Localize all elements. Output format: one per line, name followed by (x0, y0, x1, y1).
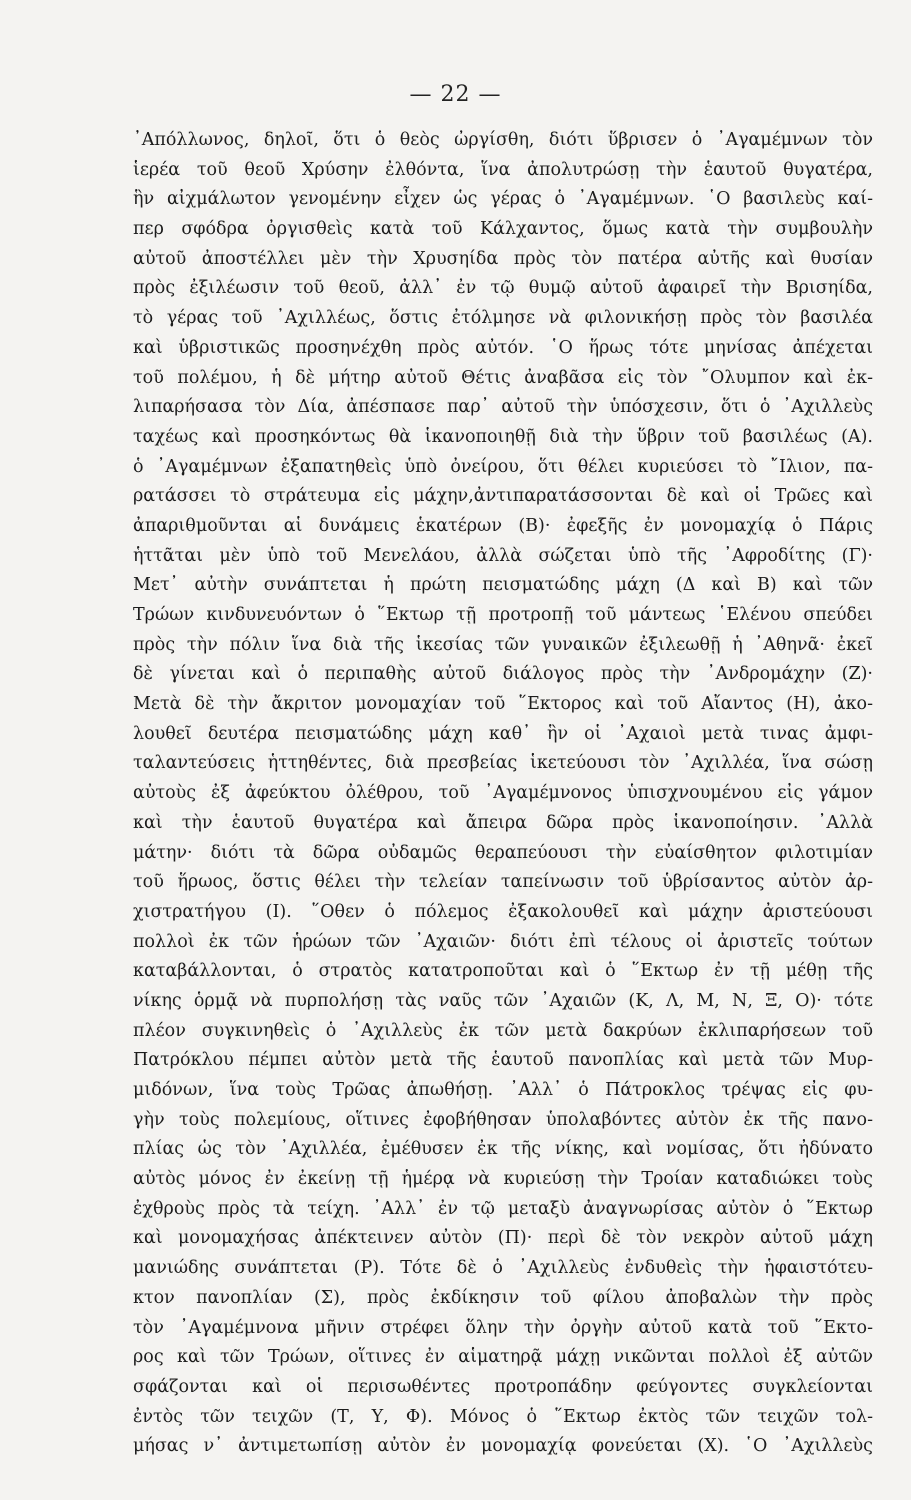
text-line: λιπαρήσασα τὸν Δία, ἀπέσπασε παρ᾿ αὐτοῦ τὴν ὑπόσχεσιν, ὅτι ὁ ᾿Αχιλλεὺς (133, 397, 873, 418)
text-line: δὲ γίνεται καὶ ὁ περιπαθὴς αὐτοῦ διάλογος πρὸς τὴν ᾿Ανδρομάχην (Ζ)· (133, 664, 873, 685)
text-line: πολλοὶ ἐκ τῶν ἡρώων τῶν ᾿Αχαιῶν· διότι ἐπὶ τέλους οἱ ἀριστεῖς τούτων (133, 931, 873, 952)
text-line: καταβάλλονται, ὁ στρατὸς κατατροποῦται καὶ ὁ ῞Εκτωρ ἐν τῇ μέθῃ τῆς (133, 961, 873, 982)
page-number: — 22 — (409, 82, 502, 107)
text-line: τοῦ πολέμου, ἡ δὲ μήτηρ αὐτοῦ Θέτις ἀναβᾶσα εἰς τὸν ῎Ολυμπον καὶ ἐκ- (133, 367, 873, 388)
text-line: αὐτὸς μόνος ἐν ἐκείνῃ τῇ ἡμέρᾳ νὰ κυριεύσῃ τὴν Τροίαν καταδιώκει τοὺς (133, 1169, 873, 1190)
text-line: Τρώων κινδυνευόντων ὁ ῞Εκτωρ τῇ προτροπῇ τοῦ μάντεως ῾Ελένου σπεύδει (133, 605, 873, 625)
text-line: λουθεῖ δευτέρα πεισματώδης μάχη καθ᾿ ἣν οἱ ᾿Αχαιοὶ μετὰ τινας ἀμφι- (133, 723, 873, 744)
text-line: πλέον συγκινηθεὶς ὁ ᾿Αχιλλεὺς ἐκ τῶν μετὰ δακρύων ἐκλιπαρήσεων τοῦ (133, 1020, 873, 1041)
text-line: γὴν τοὺς πολεμίους, οἵτινες ἐφοβήθησαν ὑπολαβόντες αὐτὸν ἐκ τῆς πανο- (133, 1109, 873, 1130)
text-line: πλίας ὡς τὸν ᾿Αχιλλέα, ἐμέθυσεν ἐκ τῆς νίκης, καὶ νομίσας, ὅτι ἠδύνατο (133, 1139, 873, 1160)
text-line: ταχέως καὶ προσηκόντως θὰ ἱκανοποιηθῇ διὰ τὴν ὕβριν τοῦ βασιλέως (Α). (133, 426, 873, 447)
text-line: ἐχθροὺς πρὸς τὰ τείχη. ᾿Αλλ᾿ ἐν τῷ μεταξὺ ἀναγνωρίσας αὐτὸν ὁ ῞Εκτωρ (133, 1198, 873, 1219)
text-line: τὸν ᾿Αγαμέμνονα μῆνιν στρέφει ὅλην τὴν ὀργὴν αὐτοῦ κατὰ τοῦ ῞Εκτο- (133, 1317, 873, 1338)
text-line: καὶ τὴν ἑαυτοῦ θυγατέρα καὶ ἄπειρα δῶρα πρὸς ἱκανοποίησιν. ᾿Αλλὰ (133, 812, 873, 833)
text-line: ἀπαριθμοῦνται αἱ δυνάμεις ἑκατέρων (Β)· ἐφεξῆς ἐν μονομαχίᾳ ὁ Πάρις (133, 515, 873, 536)
text-line: μανιώδης συνάπτεται (Ρ). Τότε δὲ ὁ ᾿Αχιλλεὺς ἐνδυθεὶς τὴν ἡφαιστότευ- (133, 1258, 873, 1279)
text-line: κτον πανοπλίαν (Σ), πρὸς ἐκδίκησιν τοῦ φίλου ἀποβαλὼν τὴν πρὸς (133, 1287, 873, 1308)
text-line: τὸ γέρας τοῦ ᾿Αχιλλέως, ὅστις ἐτόλμησε νὰ φιλονικήσῃ πρὸς τὸν βασιλέα (133, 308, 873, 329)
text-line: ἐντὸς τῶν τειχῶν (Τ, Υ, Φ). Μόνος ὁ ῞Εκτωρ ἐκτὸς τῶν τειχῶν τολ- (133, 1406, 873, 1427)
text-line: ταλαντεύσεις ἡττηθέντες, διὰ πρεσβείας ἱκετεύουσι τὸν ᾿Αχιλλέα, ἵνα σώσῃ (133, 753, 873, 774)
text-line: μιδόνων, ἵνα τοὺς Τρῶας ἀπωθήσῃ. ᾿Αλλ᾿ ὁ Πάτροκλος τρέψας εἰς φυ- (133, 1080, 873, 1100)
text-line: αὐτοῦ ἀποστέλλει μὲν τὴν Χρυσηίδα πρὸς τὸν πατέρα αὐτῆς καὶ θυσίαν (133, 248, 873, 269)
text-line: ἡττᾶται μὲν ὑπὸ τοῦ Μενελάου, ἀλλὰ σώζεται ὑπὸ τῆς ᾿Αφροδίτης (Γ)· (133, 545, 873, 566)
text-line: Μετὰ δὲ τὴν ἄκριτον μονομαχίαν τοῦ ῞Εκτορος καὶ τοῦ Αἴαντος (Η), ἀκο- (133, 694, 873, 715)
text-line: αὐτοὺς ἐξ ἀφεύκτου ὀλέθρου, τοῦ ᾿Αγαμέμνονος ὑπισχνουμένου εἰς γάμον (133, 783, 873, 804)
text-line: ἣν αἰχμάλωτον γενομένην εἶχεν ὡς γέρας ὁ ᾿Αγαμέμνων. ῾Ο βασιλεὺς καί- (133, 189, 873, 210)
text-line: καὶ μονομαχήσας ἀπέκτεινεν αὐτὸν (Π)· περὶ δὲ τὸν νεκρὸν αὐτοῦ μάχη (133, 1228, 873, 1249)
text-line: χιστρατήγου (Ι). ῞Οθεν ὁ πόλεμος ἐξακολουθεῖ καὶ μάχην ἀριστεύουσι (133, 901, 873, 922)
text-line: ᾿Απόλλωνος, δηλοῖ, ὅτι ὁ θεὸς ὠργίσθη, διότι ὕβρισεν ὁ ᾿Αγαμέμνων τὸν (133, 130, 873, 150)
text-line: πρὸς τὴν πόλιν ἵνα διὰ τῆς ἱκεσίας τῶν γυναικῶν ἐξιλεωθῇ ἡ ᾿Αθηνᾶ· ἐκεῖ (133, 634, 873, 655)
text-line: μήσας ν᾿ ἀντιμετωπίσῃ αὐτὸν ἐν μονομαχίᾳ φονεύεται (Χ). ῾Ο ᾿Αχιλλεὺς (133, 1436, 873, 1457)
body-text (133, 126, 873, 1462)
text-line: ρος καὶ τῶν Τρώων, οἵτινες ἐν αἱματηρᾷ μάχῃ νικῶνται πολλοὶ ἐξ αὐτῶν (133, 1347, 873, 1368)
text-line: ὁ ᾿Αγαμέμνων ἐξαπατηθεὶς ὑπὸ ὀνείρου, ὅτι θέλει κυριεύσει τὸ ῎Ιλιον, πα- (133, 456, 873, 477)
text-line: Πατρόκλου πέμπει αὐτὸν μετὰ τῆς ἑαυτοῦ πανοπλίας καὶ μετὰ τῶν Μυρ- (133, 1050, 873, 1071)
text-line: Μετ᾿ αὐτὴν συνάπτεται ἡ πρώτη πεισματώδης μάχη (Δ καὶ Β) καὶ τῶν (133, 575, 873, 596)
text-line: τοῦ ἥρωος, ὅστις θέλει τὴν τελείαν ταπείνωσιν τοῦ ὑβρίσαντος αὐτὸν ἀρ- (133, 872, 873, 893)
text-line: περ σφόδρα ὀργισθεὶς κατὰ τοῦ Κάλχαντος, ὅμως κατὰ τὴν συμβουλὴν (133, 219, 873, 240)
text-line: ρατάσσει τὸ στράτευμα εἰς μάχην,ἀντιπαρατάσσονται δὲ καὶ οἱ Τρῶες καὶ (133, 486, 873, 507)
text-line: νίκης ὁρμᾷ νὰ πυρπολήσῃ τὰς ναῦς τῶν ᾿Αχαιῶν (Κ, Λ, Μ, Ν, Ξ, Ο)· τότε (133, 990, 873, 1011)
text-line: πρὸς ἐξιλέωσιν τοῦ θεοῦ, ἀλλ᾿ ἐν τῷ θυμῷ αὐτοῦ ἀφαιρεῖ τὴν Βρισηίδα, (133, 278, 873, 299)
text-line: μάτην· διότι τὰ δῶρα οὐδαμῶς θεραπεύουσι τὴν εὐαίσθητον φιλοτιμίαν (133, 842, 873, 863)
text-line: καὶ ὑβριστικῶς προσηνέχθη πρὸς αὐτόν. ῾Ο ἥρως τότε μηνίσας ἀπέχεται (133, 337, 873, 358)
text-line: σφάζονται καὶ οἱ περισωθέντες προτροπάδην φεύγοντες συγκλείονται (133, 1376, 873, 1397)
text-line: ἱερέα τοῦ θεοῦ Χρύσην ἐλθόντα, ἵνα ἀπολυτρώσῃ τὴν ἑαυτοῦ θυγατέρα, (133, 159, 873, 180)
